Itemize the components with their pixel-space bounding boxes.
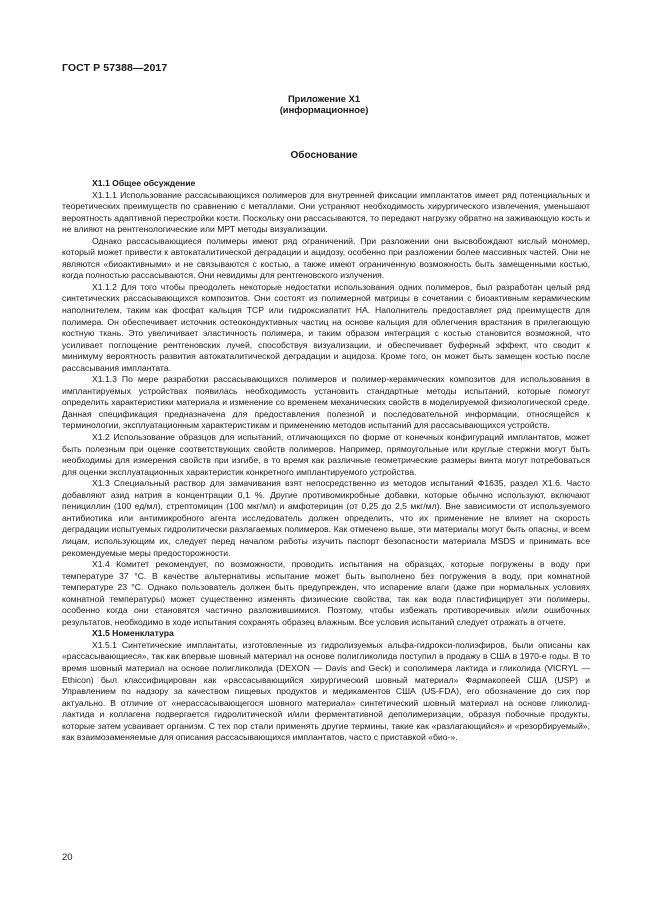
- paragraph-x1-2: Х1.2 Использование образцов для испытаний, отличающихся по форме от конечных конфигураций имплантатов, может быть полезным при оценке соответствующих свойств полимеров. Например, прямоугольные или круглые стержни могут быть необходимы для измерения свойств при изгибе, в то время как различные геометрические размеры винта могут потребоваться для оценки эксплуатационных характеристик конкретного имплантируемого устройства.: [62, 432, 590, 477]
- paragraph-limitations: Однако рассасывающиеся полимеры имеют ряд ограничений. При разложении они высвобождают кислый мономер, который может привести к автокаталитической деградации и ацидозу, особенно при разложении более массивных частей. Они не являются «биоактивными» и не связываются с костью, а также имеют ограниченную возможность быть замещенными костью, когда полностью рассасываются. Они невидимы для рентгеновского излучения.: [62, 235, 590, 281]
- document-body: [62, 178, 590, 744]
- appendix-subtitle: (информационное): [279, 104, 369, 115]
- heading-x1-1: Х1.1 Общее обсуждение: [92, 178, 196, 188]
- paragraph-x1-1-1: Х1.1.1 Использование рассасывающихся полимеров для внутренней фиксации имплантатов имеет ряд потенциальных и теоретических преимуществ по сравнению с металлами. Они устраняют необходимость хирургического извлечения, уменьшают вероятность адаптивной перестройки кости. Поскольку они рассасываются, то передают нагрузку обратно на заживающую кость и не влияют на рентгенологические или МРТ методы визуализации.: [62, 189, 591, 235]
- paragraph-x1-1-3: Х1.1.3 По мере разработки рассасывающихся полимеров и полимер-керамических композитов для использования в имплантируемых устройствах появилась необходимость установить стандартные методы испытаний, которые помогут определить характеристики материала и изменение со временем механических свойств в моделируемой физиологической среде. Данная спецификация предназначена для предоставления полезной и последовательной информации, относящейся к терминологии, эксплуатационным характеристикам и применению методов испытаний для рассасывающихся устройств.: [62, 374, 590, 431]
- paragraph-x1-3: Х1.3 Специальный раствор для замачивания взят непосредственно из методов испытаний Ф1635, раздел Х1.6. Часто добавляют азид натрия в концентрации 0,1 %. Другие противомикробные добавки, которые обычно используют, включают пенициллин (100 ед/мл), стрептомицин (100 мкг/мл) и амфотерицин (от 0,25 до 2,5 мкг/мл). Вне зависимости от используемого антибиотика или антимикробного агента исследователь должен определить, что их применение не влияет на скорость деградации испытуемых гидролитически разлагаемых полимеров. Как отмечено выше, эти материалы могут быть опасны, и всем лицам, использующим их, следует перед началом работы изучить паспорт безопасности материала MSDS и принимать все рекомендуемые меры предосторожности.: [62, 478, 590, 558]
- section-title: Обоснование: [290, 150, 358, 161]
- paragraph-x1-5-1: Х1.5.1 Синтетические имплантаты, изготовленные из гидролизуемых альфа-гидрокси-полиэфиров, были описаны как «рассасывающиеся», так как впервые шовный материал на основе полигликолида поступил в продажу в США в 1970-е годы. В то время шовный материал на основе полигликолида (DEXON — Davis and Geck) и сополимера лактида и гликолида (VICRYL — Ethicon) был классифицирован как «рассасывающийся хирургический шовный материал» Фармакопеей США (USP) и Управлением по надзору за качеством пищевых продуктов и медикаментов США (US-FDA), его обозначение до сих пор актуально. В отличие от «нерассасывающегося шовного материала» синтетический шовный материал на основе гликолид-лактида и коллагена подвергается гидролитической и/или ферментативной деполимеризации, образуя побочные продукты, которые затем усваивает организм. С тех пор стали применять другие термины, такие как «разлагающийся» и «резорбируемый», как взаимозаменяемые для описания рассасывающихся имплантатов, часто с приставкой «био-».: [62, 639, 590, 743]
- page-number: 20: [62, 852, 73, 863]
- paragraph-x1-1-2: Х1.1.2 Для того чтобы преодолеть некоторые недостатки использования одних полимеров, был разработан целый ряд синтетических рассасывающихся композитов. Они состоят из полимерной матрицы в сочетании с биоактивным керамическим наполнителем, таким как фосфат кальция ТСР или гидроксиапатит НА. Наполнитель предоставляет ряд преимуществ для полимера. Он обеспечивает источник остеокондуктивных частиц на основе кальция для облегчения врастания в прилегающую костную ткань. Это увеличивает эластичность полимера, и таким образом интеграция с костью становится возможной, что усиливает поглощение рентгеновских лучей, способствуя визуализации, и обеспечивает буферный эффект, что сводит к минимуму вероятность развития автокаталитической деградации и ацидоза. Кроме того, он может быть замещен костью после рассасывания имплантата.: [62, 281, 590, 373]
- heading-x1-5: Х1.5 Номенклатура: [92, 628, 174, 639]
- standard-designation: ГОСТ Р 57388—2017: [62, 62, 168, 74]
- paragraph-x1-4: Х1.4 Комитет рекомендует, по возможности, проводить испытания на образцах, которые погружены в воду при температуре 37 °С. В качестве альтернативы испытание может быть выполнено без погружения в воду, при комнатной температуре 23 °С. Однако пользователь должен быть предупрежден, что испарение влаги (даже при нормальных условиях комнатной температуры) может существенно изменять физические свойства, так как вода пластифицирует эти полимеры, особенно когда они становятся частично разложившимися. Поэтому, чтобы избежать противоречивых и/или ошибочных результатов, необходимо в ходе испытания сохранять образец влажным. Все условия испытаний следует отражать в отчете.: [62, 559, 590, 627]
- appendix-title: Приложение Х1: [287, 93, 361, 104]
